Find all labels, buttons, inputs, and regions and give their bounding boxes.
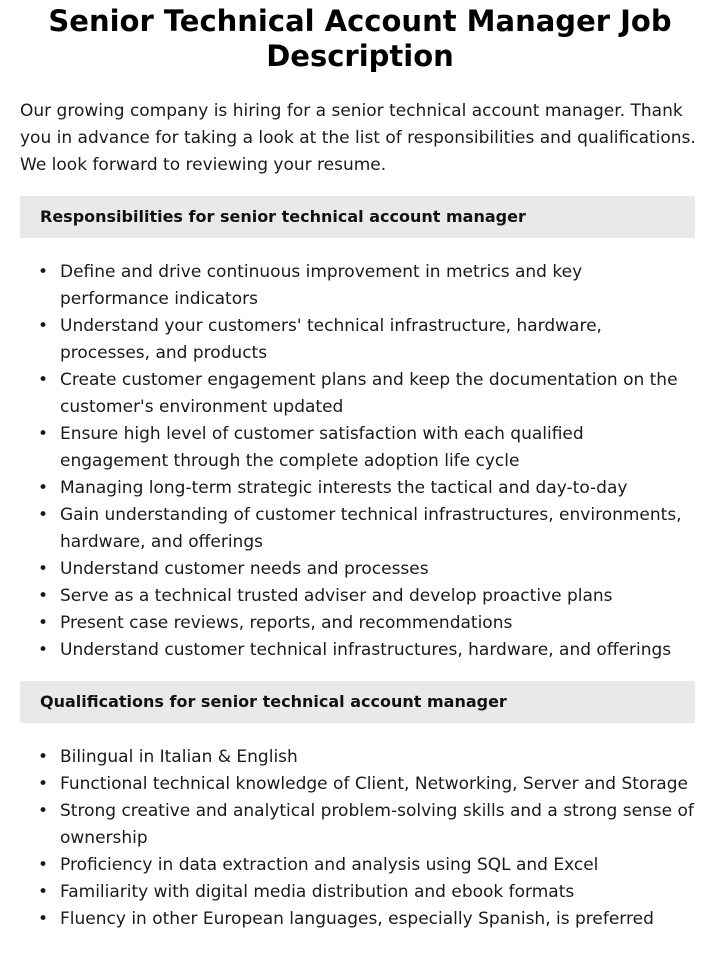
- bullet-icon: •: [38, 909, 49, 929]
- bullet-icon: •: [38, 586, 49, 606]
- bullet-icon: •: [38, 882, 49, 902]
- bullet-icon: •: [38, 774, 49, 794]
- qualifications-heading: Qualifications for senior technical account manager: [20, 681, 695, 723]
- list-item: • Understand your customers' technical infrastructure, hardware, processes, and products: [60, 313, 695, 367]
- list-item: • Familiarity with digital media distribution and ebook formats: [60, 879, 695, 906]
- bullet-icon: •: [38, 316, 49, 336]
- page-title: Senior Technical Account Manager Job Description: [48, 4, 672, 73]
- bullet-icon: •: [38, 559, 49, 579]
- list-item: • Serve as a technical trusted adviser and develop proactive plans: [60, 583, 695, 610]
- list-item: • Strong creative and analytical problem-solving skills and a strong sense of ownership: [60, 798, 695, 852]
- responsibilities-list: [20, 259, 695, 664]
- list-item: • Proficiency in data extraction and analysis using SQL and Excel: [60, 852, 695, 879]
- bullet-icon: •: [38, 801, 49, 821]
- bullet-icon: •: [38, 262, 49, 282]
- list-item: • Define and drive continuous improvement in metrics and key performance indicators: [60, 259, 695, 313]
- list-item: • Create customer engagement plans and keep the documentation on the customer's environment updated: [60, 367, 695, 421]
- list-item: • Managing long-term strategic interests the tactical and day-to-day: [60, 475, 695, 502]
- bullet-icon: •: [38, 855, 49, 875]
- list-item: • Bilingual in Italian & English: [60, 744, 695, 771]
- list-item: • Understand customer technical infrastructures, hardware, and offerings: [60, 637, 695, 664]
- bullet-icon: •: [38, 370, 49, 390]
- responsibilities-heading: Responsibilities for senior technical account manager: [20, 196, 695, 238]
- bullet-icon: •: [38, 478, 49, 498]
- intro-paragraph: Our growing company is hiring for a senior technical account manager. Thank you in advance for taking a look at the list of responsibilities and qualifications. We look forward to reviewing your resume.: [20, 101, 696, 175]
- bullet-icon: •: [38, 747, 49, 767]
- bullet-icon: •: [38, 505, 49, 525]
- list-item: • Gain understanding of customer technical infrastructures, environments, hardware, and offerings: [60, 502, 695, 556]
- bullet-icon: •: [38, 424, 49, 444]
- bullet-icon: •: [38, 640, 49, 660]
- list-item: • Fluency in other European languages, especially Spanish, is preferred: [60, 906, 695, 933]
- qualifications-list: [20, 744, 695, 933]
- list-item: • Ensure high level of customer satisfaction with each qualified engagement through the complete adoption life cycle: [60, 421, 695, 475]
- bullet-icon: •: [38, 613, 49, 633]
- list-item: • Present case reviews, reports, and recommendations: [60, 610, 695, 637]
- list-item: • Understand customer needs and processes: [60, 556, 695, 583]
- list-item: • Functional technical knowledge of Client, Networking, Server and Storage: [60, 771, 695, 798]
